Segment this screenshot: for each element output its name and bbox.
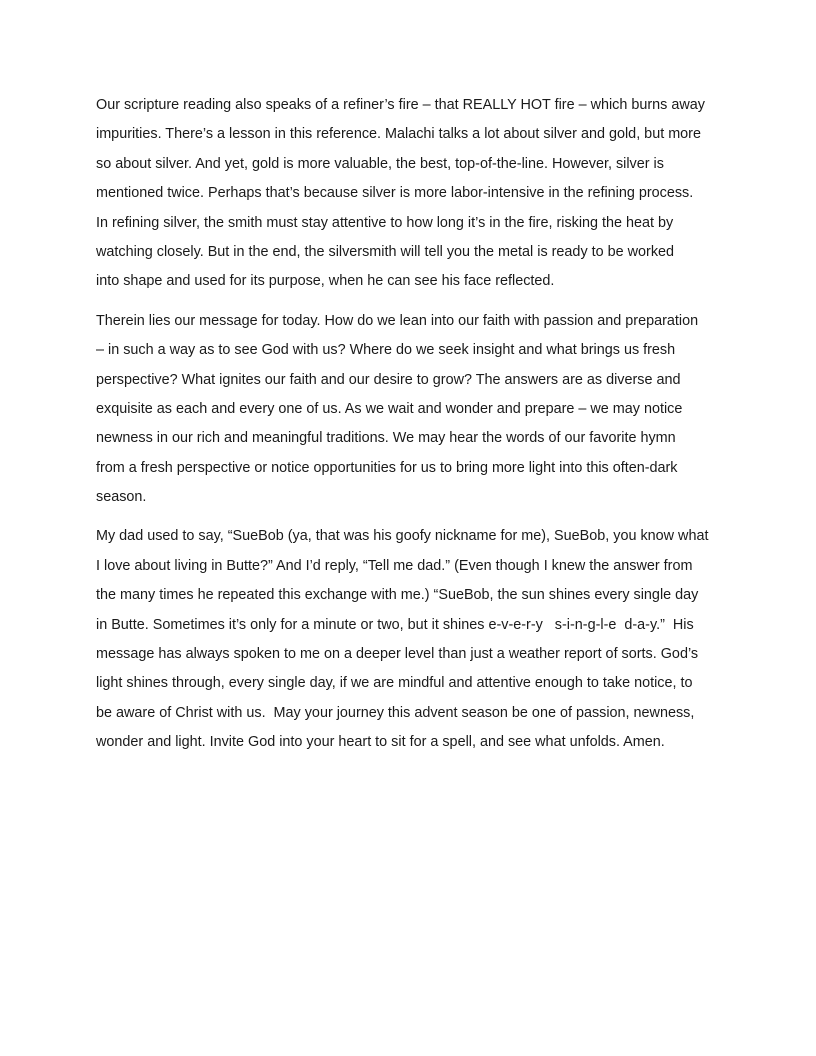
text-line: – in such a way as to see God with us? Where do we seek insight and what brings us fresh [96,342,676,359]
text-line: the many times he repeated this exchange with me.) “SueBob, the sun shines every single day [96,587,699,604]
text-line: In refining silver, the smith must stay attentive to how long it’s in the fire, risking the heat by [96,214,674,231]
text-line: message has always spoken to me on a deeper level than just a weather report of sorts. God’s [96,646,699,663]
text-line: My dad used to say, “SueBob (ya, that was his goofy nickname for me), SueBob, you know what [96,528,709,545]
paragraph-message-for-today [96,307,720,513]
text-line: newness in our rich and meaningful traditions. We may hear the words of our favorite hymn [96,430,676,447]
text-line: perspective? What ignites our faith and our desire to grow? The answers are as diverse and [96,371,681,388]
text-line: I love about living in Butte?” And I’d reply, “Tell me dad.” (Even though I knew the answer from [96,557,693,574]
text-line: mentioned twice. Perhaps that’s because silver is more labor-intensive in the refining process. [96,185,694,202]
paragraph-spacing [96,512,720,522]
text-line: be aware of Christ with us. May your journey this advent season be one of passion, newness, [96,704,695,721]
paragraph-suebob-story [96,522,720,757]
text-line: season. [96,489,147,506]
text-line: watching closely. But in the end, the silversmith will tell you the metal is ready to be worked [96,243,675,260]
text-line: Therein lies our message for today. How do we lean into our faith with passion and preparation [96,312,699,329]
text-line: so about silver. And yet, gold is more valuable, the best, top-of-the-line. However, silver is [96,155,664,172]
text-line: into shape and used for its purpose, when he can see his face reflected. [96,273,555,290]
document-body [96,91,720,758]
text-line: impurities. There’s a lesson in this reference. Malachi talks a lot about silver and gold, but more [96,126,701,143]
text-line: light shines through, every single day, if we are mindful and attentive enough to take notice, to [96,675,693,692]
text-line: exquisite as each and every one of us. As we wait and wonder and prepare – we may notice [96,400,683,417]
text-line: Our scripture reading also speaks of a refiner’s fire – that REALLY HOT fire – which burns away [96,97,705,113]
paragraph-refiners-fire [96,91,720,297]
text-line: from a fresh perspective or notice opportunities for us to bring more light into this often-dark [96,459,678,476]
text-line: wonder and light. Invite God into your heart to sit for a spell, and see what unfolds. Amen. [96,734,665,751]
text-line: in Butte. Sometimes it’s only for a minute or two, but it shines e-v-e-r-y s-i-n-g-l-e d-a-y.” His [96,616,694,633]
paragraph-spacing [96,297,720,307]
